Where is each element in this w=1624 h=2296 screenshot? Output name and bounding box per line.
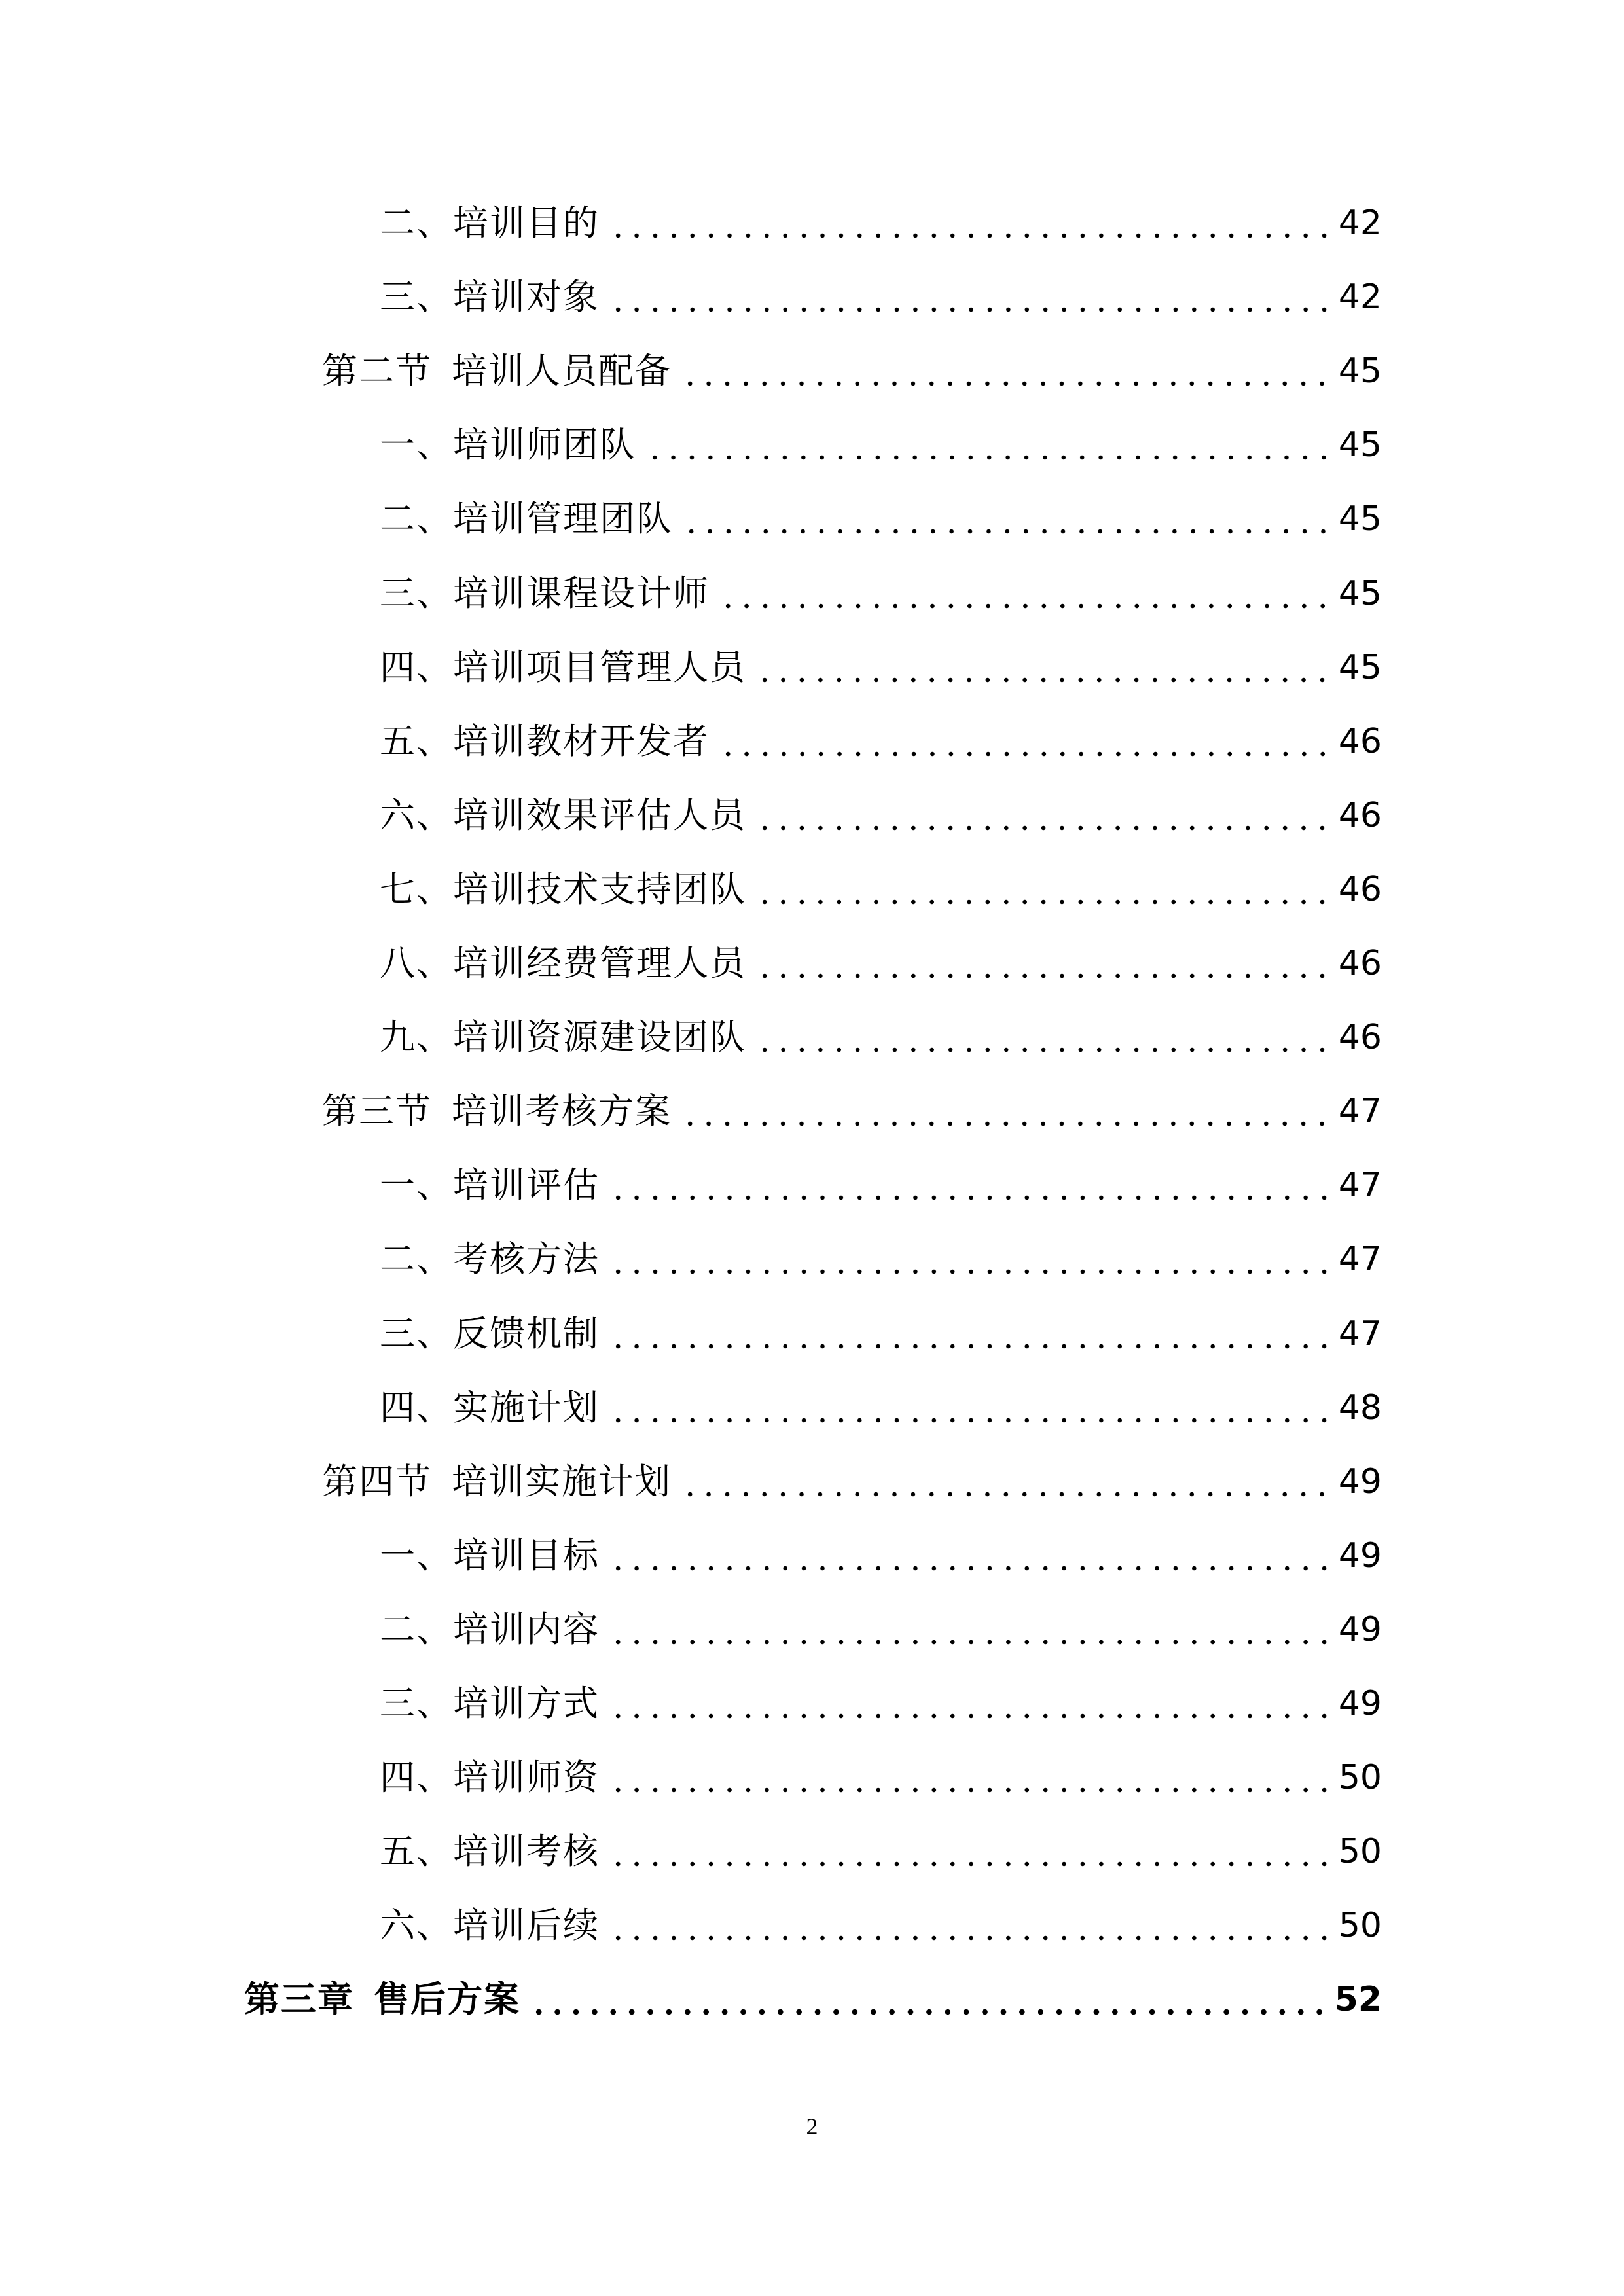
toc-entry-page: 50 bbox=[1338, 1832, 1382, 1872]
toc-dot-leader bbox=[609, 1815, 1331, 1888]
toc-entry-item[interactable] bbox=[380, 1371, 1382, 1444]
toc-entry-chapter[interactable] bbox=[244, 1963, 1382, 2036]
toc-entry-label bbox=[380, 1889, 600, 1962]
toc-entry-item[interactable] bbox=[380, 1667, 1382, 1740]
toc-entry-prefix: 二、 bbox=[380, 1608, 453, 1650]
toc-entry-prefix: 二、 bbox=[380, 202, 453, 243]
toc-entry-page: 45 bbox=[1338, 499, 1382, 539]
toc-entry-prefix: 第三节 bbox=[322, 1090, 432, 1132]
toc-entry-item[interactable] bbox=[380, 482, 1382, 556]
toc-entry-item[interactable] bbox=[380, 1519, 1382, 1592]
toc-dot-leader bbox=[755, 927, 1331, 1000]
toc-entry-title: 培训资源建设团队 bbox=[453, 1016, 746, 1058]
toc-entry-page: 47 bbox=[1338, 1314, 1382, 1354]
toc-dot-leader bbox=[755, 1001, 1331, 1074]
toc-entry-section[interactable] bbox=[322, 1075, 1382, 1148]
toc-entry-page: 42 bbox=[1338, 204, 1382, 243]
toc-entry-title: 培训后续 bbox=[453, 1905, 600, 1946]
toc-entry-label bbox=[380, 1001, 746, 1074]
toc-entry-page: 46 bbox=[1338, 721, 1382, 761]
toc-entry-label bbox=[380, 557, 710, 630]
toc-entry-page: 47 bbox=[1338, 1092, 1382, 1132]
toc-dot-leader bbox=[681, 1445, 1331, 1518]
toc-dot-leader bbox=[609, 1889, 1331, 1962]
toc-entry-page: 49 bbox=[1338, 1609, 1382, 1649]
toc-entry-prefix: 六、 bbox=[380, 1905, 453, 1946]
toc-entry-prefix: 五、 bbox=[380, 1831, 453, 1873]
toc-entry-title: 考核方法 bbox=[453, 1238, 600, 1280]
toc-entry-page: 47 bbox=[1338, 1166, 1382, 1206]
toc-dot-leader bbox=[609, 1223, 1331, 1296]
toc-dot-leader bbox=[609, 1297, 1331, 1371]
toc-entry-item[interactable] bbox=[380, 1149, 1382, 1222]
toc-entry-title: 培训考核 bbox=[453, 1831, 600, 1873]
toc-entry-label bbox=[380, 705, 710, 778]
toc-entry-prefix: 八、 bbox=[380, 942, 453, 984]
toc-entry-label bbox=[380, 1519, 600, 1592]
toc-entry-prefix: 二、 bbox=[380, 1238, 453, 1280]
toc-entry-title: 培训对象 bbox=[453, 276, 600, 318]
toc-entry-label bbox=[322, 1445, 672, 1518]
toc-entry-label bbox=[380, 779, 746, 852]
toc-entry-page: 52 bbox=[1334, 1980, 1382, 2020]
toc-entry-page: 47 bbox=[1338, 1240, 1382, 1280]
toc-entry-label bbox=[380, 1223, 600, 1296]
toc-entry-page: 49 bbox=[1338, 1684, 1382, 1723]
toc-entry-page: 46 bbox=[1338, 1018, 1382, 1058]
toc-entry-page: 48 bbox=[1338, 1388, 1382, 1427]
toc-entry-title: 培训效果评估人员 bbox=[453, 794, 746, 836]
toc-entry-page: 49 bbox=[1338, 1535, 1382, 1575]
toc-entry-page: 49 bbox=[1338, 1462, 1382, 1501]
toc-entry-title: 培训实施计划 bbox=[452, 1460, 672, 1502]
toc-entry-prefix: 第二节 bbox=[322, 350, 432, 392]
toc-entry-prefix: 一、 bbox=[380, 1534, 453, 1576]
toc-entry-label bbox=[380, 927, 746, 1000]
toc-entry-page: 46 bbox=[1338, 944, 1382, 983]
toc-entry-item[interactable] bbox=[380, 1815, 1382, 1888]
toc-entry-prefix: 三、 bbox=[380, 572, 453, 614]
toc-entry-prefix: 一、 bbox=[380, 1164, 453, 1206]
toc-entry-label bbox=[380, 187, 600, 260]
toc-dot-leader bbox=[609, 1667, 1331, 1740]
toc-entry-title: 培训师资 bbox=[453, 1757, 600, 1799]
toc-entry-label bbox=[244, 1963, 520, 2036]
toc-entry-page: 46 bbox=[1338, 869, 1382, 909]
toc-entry-title: 培训目标 bbox=[453, 1534, 600, 1576]
toc-entry-item[interactable] bbox=[380, 408, 1382, 482]
toc-entry-item[interactable] bbox=[380, 557, 1382, 630]
toc-entry-item[interactable] bbox=[380, 779, 1382, 852]
toc-entry-item[interactable] bbox=[380, 1593, 1382, 1666]
toc-dot-leader bbox=[530, 1963, 1327, 2036]
toc-entry-label bbox=[380, 1149, 600, 1222]
toc-entry-item[interactable] bbox=[380, 1297, 1382, 1371]
toc-entry-section[interactable] bbox=[322, 1445, 1382, 1518]
toc-dot-leader bbox=[609, 1149, 1331, 1222]
toc-entry-item[interactable] bbox=[380, 1741, 1382, 1814]
toc-entry-title: 实施计划 bbox=[453, 1386, 600, 1428]
toc-entry-prefix: 一、 bbox=[380, 424, 453, 466]
toc-entry-label bbox=[380, 482, 673, 556]
toc-entry-title: 培训师团队 bbox=[453, 424, 636, 466]
toc-entry-page: 42 bbox=[1338, 278, 1382, 317]
toc-entry-page: 45 bbox=[1338, 425, 1382, 465]
toc-entry-title: 售后方案 bbox=[374, 1979, 520, 2020]
toc-entry-page: 50 bbox=[1338, 1758, 1382, 1798]
toc-entry-label bbox=[380, 631, 746, 704]
toc-entry-prefix: 九、 bbox=[380, 1016, 453, 1058]
toc-entry-title: 培训技术支持团队 bbox=[453, 868, 746, 910]
toc-entry-prefix: 二、 bbox=[380, 498, 453, 540]
toc-entry-page: 45 bbox=[1338, 647, 1382, 687]
toc-entry-item[interactable] bbox=[380, 853, 1382, 926]
toc-entry-title: 培训课程设计师 bbox=[453, 572, 710, 614]
toc-entry-item[interactable] bbox=[380, 1223, 1382, 1296]
toc-entry-prefix: 七、 bbox=[380, 868, 453, 910]
toc-entry-title: 培训人员配备 bbox=[452, 350, 672, 392]
page-number: 2 bbox=[806, 2113, 818, 2140]
toc-entry-item[interactable] bbox=[380, 1001, 1382, 1074]
toc-entry-label bbox=[380, 1741, 600, 1814]
toc-entry-title: 培训方式 bbox=[453, 1683, 600, 1724]
toc-entry-label bbox=[380, 260, 600, 334]
toc-entry-prefix: 三、 bbox=[380, 1683, 453, 1724]
toc-dot-leader bbox=[755, 853, 1331, 926]
toc-entry-title: 培训考核方案 bbox=[452, 1090, 672, 1132]
toc-dot-leader bbox=[682, 482, 1331, 556]
toc-entry-prefix: 三、 bbox=[380, 276, 453, 318]
toc-entry-page: 45 bbox=[1338, 351, 1382, 391]
toc-dot-leader bbox=[609, 1593, 1331, 1666]
toc-dot-leader bbox=[609, 260, 1331, 334]
toc-entry-item[interactable] bbox=[380, 1889, 1382, 1962]
toc-entry-item[interactable] bbox=[380, 187, 1382, 260]
toc-entry-item[interactable] bbox=[380, 631, 1382, 704]
toc-dot-leader bbox=[755, 779, 1331, 852]
toc-entry-prefix: 四、 bbox=[380, 646, 453, 688]
toc-entry-label bbox=[380, 1371, 600, 1444]
toc-entry-label bbox=[322, 334, 672, 408]
toc-entry-label bbox=[380, 408, 636, 482]
toc-entry-page: 46 bbox=[1338, 795, 1382, 835]
toc-entry-prefix: 三、 bbox=[380, 1312, 453, 1354]
toc-entry-prefix: 四、 bbox=[380, 1757, 453, 1799]
toc-entry-prefix: 第四节 bbox=[322, 1460, 432, 1502]
toc-entry-prefix: 第三章 bbox=[244, 1979, 354, 2020]
toc-dot-leader bbox=[719, 557, 1331, 630]
toc-entry-page: 45 bbox=[1338, 573, 1382, 613]
toc-dot-leader bbox=[645, 408, 1331, 482]
toc-entry-item[interactable] bbox=[380, 260, 1382, 334]
toc-entry-label bbox=[380, 1297, 600, 1371]
toc-entry-section[interactable] bbox=[322, 334, 1382, 408]
toc-entry-title: 培训评估 bbox=[453, 1164, 600, 1206]
toc-dot-leader bbox=[609, 1371, 1331, 1444]
toc-entry-page: 50 bbox=[1338, 1906, 1382, 1946]
toc-dot-leader bbox=[609, 1519, 1331, 1592]
toc-entry-title: 反馈机制 bbox=[453, 1312, 600, 1354]
toc-entry-title: 培训项目管理人员 bbox=[453, 646, 746, 688]
toc-entry-label bbox=[380, 1667, 600, 1740]
toc-dot-leader bbox=[755, 631, 1331, 704]
toc-entry-title: 培训目的 bbox=[453, 202, 600, 243]
toc-entry-prefix: 五、 bbox=[380, 720, 453, 762]
toc-entry-label bbox=[380, 1815, 600, 1888]
toc-entry-item[interactable] bbox=[380, 705, 1382, 778]
toc-dot-leader bbox=[609, 1741, 1331, 1814]
toc-entry-label bbox=[380, 853, 746, 926]
toc-entry-prefix: 六、 bbox=[380, 794, 453, 836]
toc-entry-title: 培训内容 bbox=[453, 1608, 600, 1650]
toc-entry-item[interactable] bbox=[380, 927, 1382, 1000]
toc-entry-label bbox=[380, 1593, 600, 1666]
toc-dot-leader bbox=[609, 187, 1331, 260]
toc-entry-title: 培训管理团队 bbox=[453, 498, 673, 540]
toc-entry-title: 培训经费管理人员 bbox=[453, 942, 746, 984]
toc-entry-prefix: 四、 bbox=[380, 1386, 453, 1428]
toc-entry-label bbox=[322, 1075, 672, 1148]
toc-dot-leader bbox=[681, 334, 1331, 408]
toc-dot-leader bbox=[681, 1075, 1331, 1148]
toc-entry-title: 培训教材开发者 bbox=[453, 720, 710, 762]
toc-dot-leader bbox=[719, 705, 1331, 778]
